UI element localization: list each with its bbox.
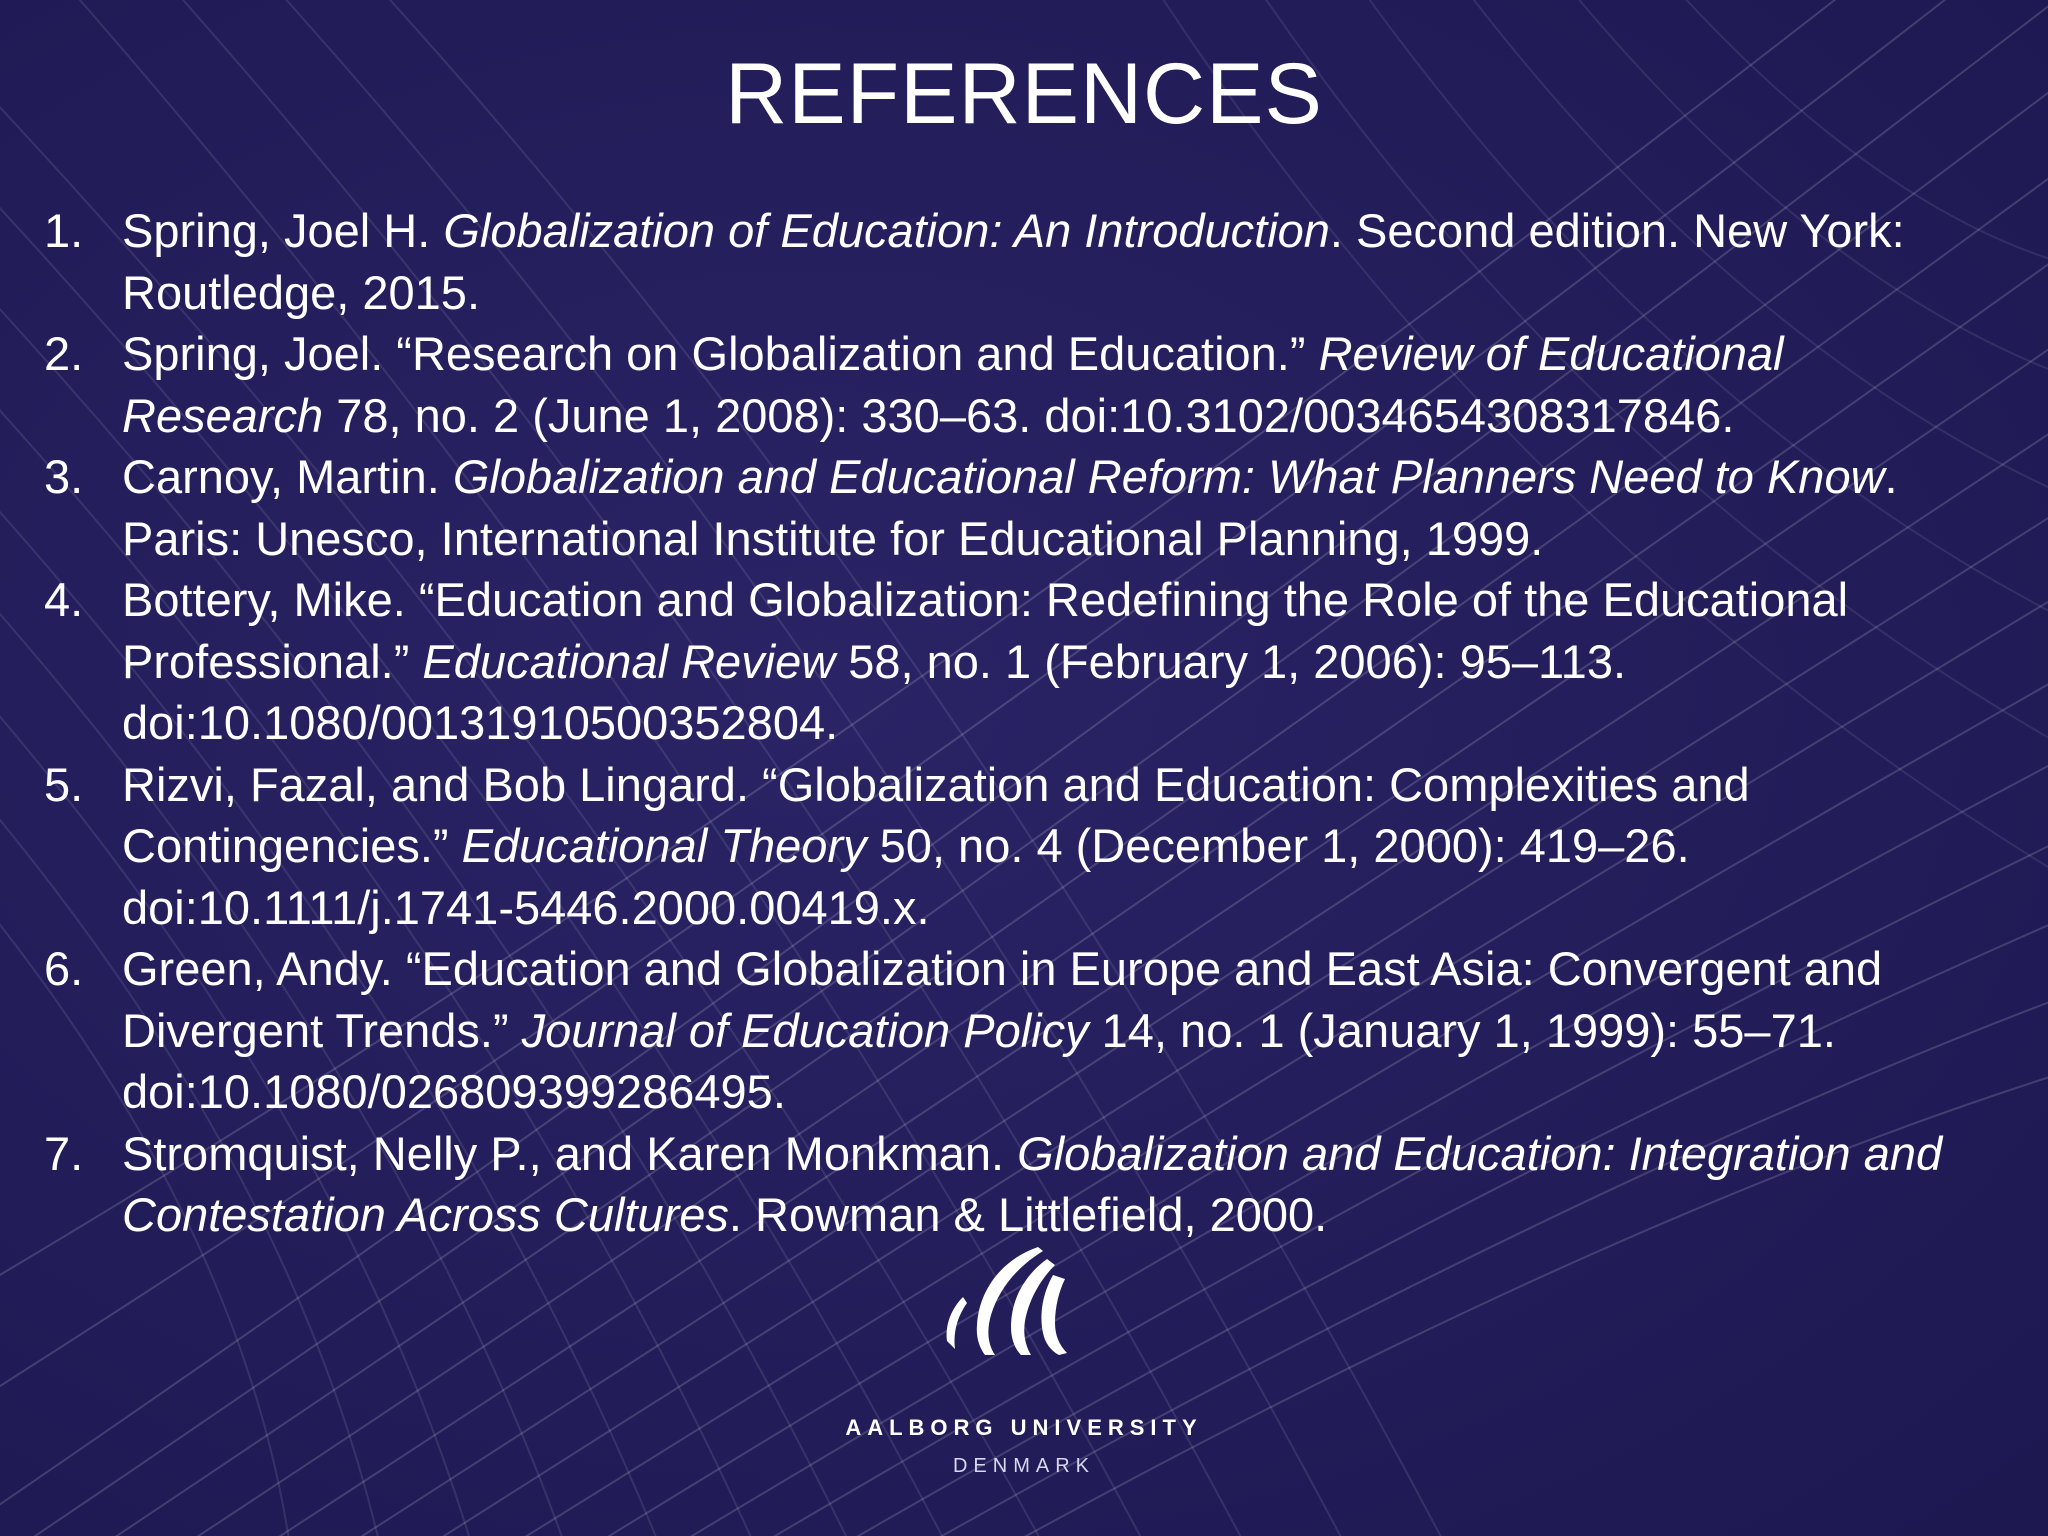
reference-number: 3.	[44, 450, 84, 503]
reference-item	[44, 569, 1964, 754]
reference-number: 1.	[44, 204, 84, 257]
reference-text: Carnoy, Martin.	[122, 450, 453, 503]
university-name: AALBORG UNIVERSITY	[845, 1415, 1203, 1440]
reference-title-italic: Globalization and Educational Reform: What Planners Need to Know	[452, 450, 1885, 503]
reference-list	[44, 200, 1964, 1246]
reference-text: Bottery, Mike. “Education and Globalization: Redefining the Role of the Educational Professional.”	[122, 573, 1849, 688]
reference-details: . Second edition. New York: Routledge, 2015.	[122, 204, 1905, 319]
reference-text: Stromquist, Nelly P., and Karen Monkman.	[122, 1126, 1018, 1180]
page-title: REFERENCES	[725, 46, 1323, 142]
aalborg-university-logo	[830, 1245, 1218, 1490]
reference-item	[44, 938, 1964, 1123]
reference-title-italic: Educational Theory	[461, 819, 867, 872]
university-country: DENMARK	[952, 1455, 1095, 1477]
reference-number: 5.	[44, 757, 84, 811]
reference-title-italic: Journal of Education Policy	[521, 1003, 1089, 1057]
reference-details: . Paris: Unesco, International Institute for Educational Planning, 1999.	[122, 450, 1898, 565]
reference-number: 2.	[44, 327, 84, 380]
reference-text: Rizvi, Fazal, and Bob Lingard. “Globalization and Education: Complexities and Contingencies.”	[122, 757, 1750, 872]
reference-details: 50, no. 4 (December 1, 2000): 419–26. doi:10.1111/j.1741-5446.2000.00419.x.	[122, 819, 1690, 934]
reference-title-italic: Globalization of Education: An Introduction	[443, 204, 1330, 257]
reference-item	[44, 446, 1964, 569]
reference-number: 6.	[44, 942, 84, 995]
reference-item	[44, 1123, 1964, 1246]
reference-item	[44, 200, 1964, 323]
reference-text: Spring, Joel H.	[122, 204, 444, 257]
reference-item	[44, 323, 1964, 446]
reference-number: 7.	[44, 1126, 84, 1180]
reference-details: 78, no. 2 (June 1, 2008): 330–63. doi:10.3102/0034654308317846.	[323, 388, 1735, 442]
reference-details: 14, no. 1 (January 1, 1999): 55–71. doi:10.1080/026809399286495.	[122, 1003, 1836, 1118]
reference-text: Spring, Joel. “Research on Globalization and Education.”	[122, 327, 1319, 380]
reference-text: Green, Andy. “Education and Globalization in Europe and East Asia: Convergent and Divergent Trends.”	[122, 942, 1883, 1057]
reference-number: 4.	[44, 573, 84, 626]
reference-title-italic: Educational Review	[422, 634, 836, 688]
reference-item	[44, 754, 1964, 939]
reference-title-italic: Globalization and Education: Integration and Contestation Across Cultures	[122, 1126, 1943, 1241]
reference-details: . Rowman & Littlefield, 2000.	[728, 1188, 1328, 1241]
reference-details: 58, no. 1 (February 1, 2006): 95–113. doi:10.1080/00131910500352804.	[122, 634, 1627, 749]
reference-title-italic: Review of Educational Research	[122, 327, 1784, 442]
aalborg-wave-logo-icon	[943, 1245, 1105, 1357]
